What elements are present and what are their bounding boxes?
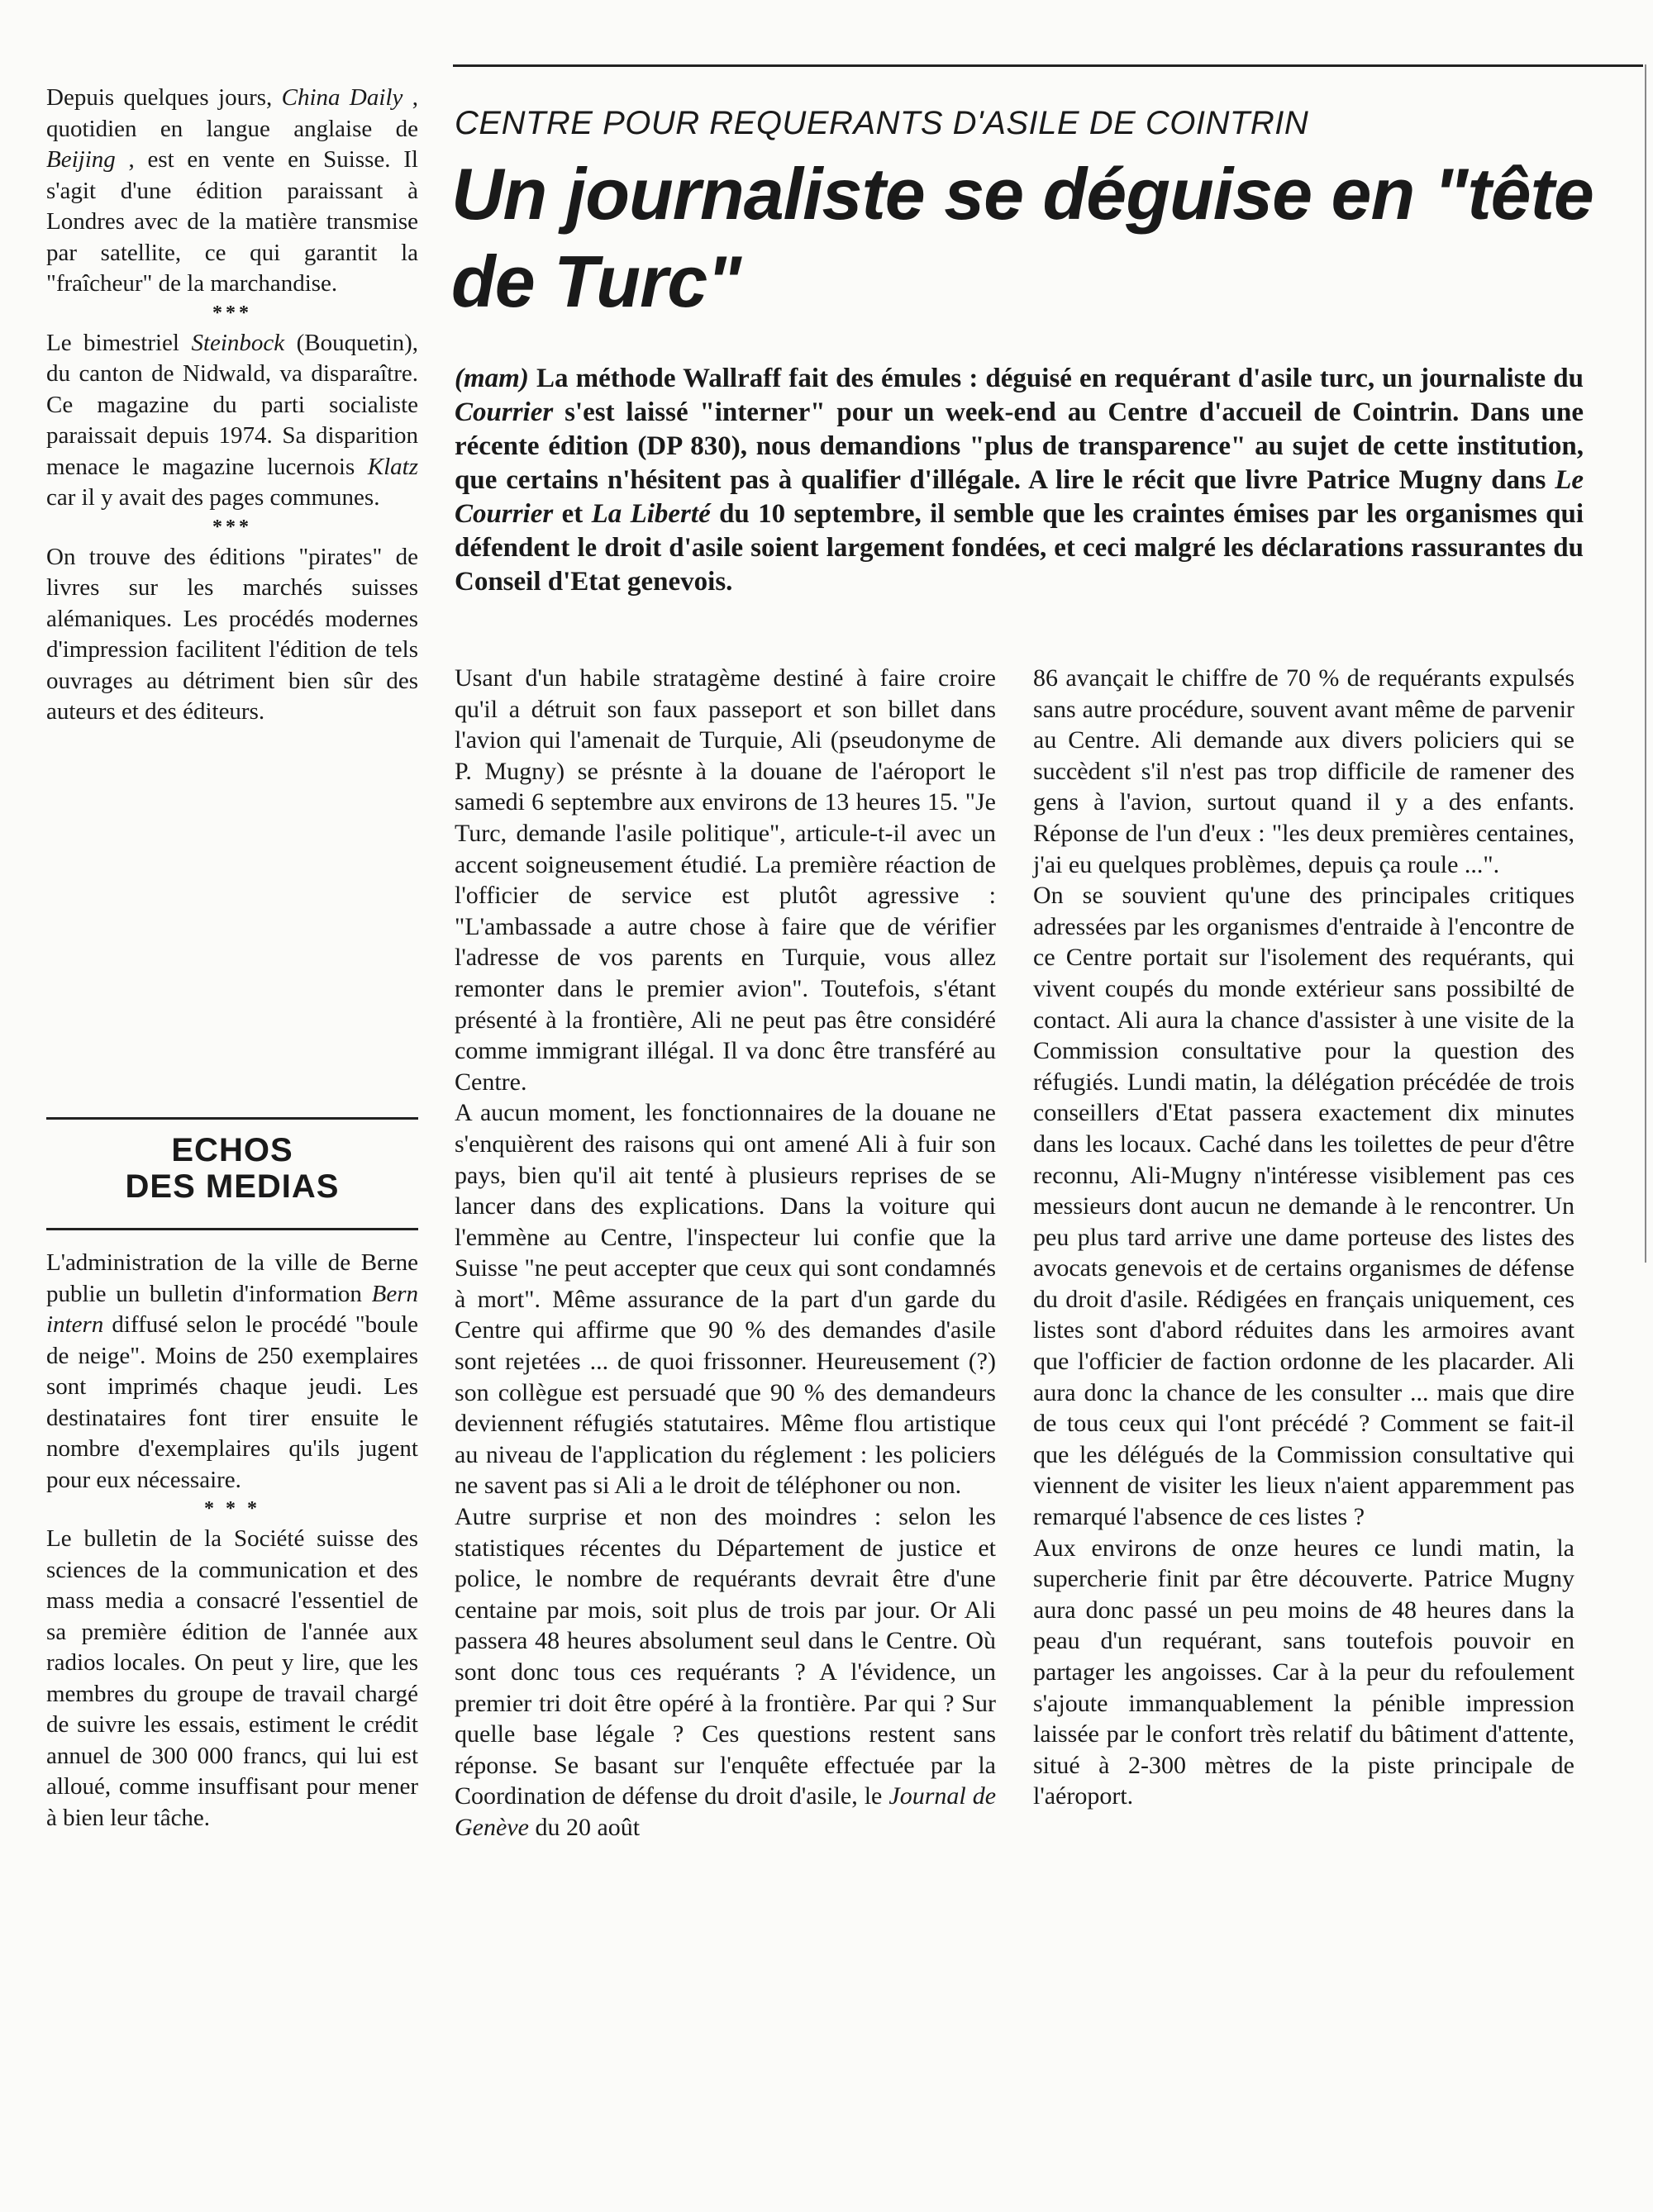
text: et — [561, 499, 584, 529]
article-paragraph — [455, 1501, 996, 1843]
sidebar-paragraph: Le bulletin de la Société suisse des sciences de la communication et des mass media a consacré l'essentiel de sa première édition de l'année aux radios locales. On peut y lire, que les membres du groupe de travail chargé de suivre les essais, estiment le crédit annuel de 300 000 francs, qui lui est alloué, comme insuffisant pour mener à bien leur tâche. — [46, 1525, 418, 1831]
place-name: Beijing — [46, 146, 116, 173]
page-edge-rule — [1645, 64, 1646, 1263]
sidebar-paragraph — [46, 83, 418, 300]
text: Autre surprise et non des moindres : selon les statistiques récentes du Département de justice et police, le nombre de requérants devrait être d'une centaine par mois, soit plus de trois par jour. Or Ali passera 48 heures absolument seul dans le Centre. Où sont donc tous ces requérants ? A l'évidence, un premier tri doit être opéré à la frontière. Par qui ? Sur quelle base légale ? Ces questions restent sans réponse. Se basant sur l'enquête effectuée par la Coordination de défense du droit d'asile, le — [455, 1503, 996, 1810]
article-paragraph: Aux environs de onze heures ce lundi matin, la supercherie finit par être découverte. Patrice Mugny aura donc passé un peu moins de 48 heures dans la peau d'un requérant, sans toutefois pouvoir en partager les angoisses. Car à la peur du refoulement s'ajoute immanquablement la pénible impression laissée par le confort très relatif du bâtiment d'attente, situé à 2-300 mètres de la piste principale de l'aéroport. — [1033, 1534, 1574, 1810]
separator: * * * — [204, 1498, 260, 1520]
section-rule-top — [46, 1117, 418, 1120]
publication-name: China Daily — [281, 84, 403, 111]
sidebar-paragraph: On trouve des éditions "pirates" de livres sur les marchés suisses alémaniques. Les procédés modernes d'impression facilitent l'édition de tels ouvrages au détriment bien sûr des auteurs et des éditeurs. — [46, 543, 418, 725]
text: , est en vente en Suisse. Il s'agit d'une édition paraissant à Londres avec de la matière transmise par satellite, ce qui garantit la "fraîcheur" de la marchandise. — [46, 146, 418, 297]
article-kicker: CENTRE POUR REQUERANTS D'ASILE DE COINTRIN — [455, 105, 1309, 141]
section-title-line: ECHOS — [171, 1132, 293, 1168]
text: , quotidien en langue anglaise de — [46, 84, 419, 142]
sidebar-top — [46, 83, 418, 728]
article-paragraph: On se souvient qu'une des principales critiques adressées par les organismes d'entraide à l'encontre de ce Centre portait sur l'isolement des requérants, qui vivent coupés du monde extérieur sans possibilté de contact. Ali aura la chance d'assister à une visite de la Commission consultative pour la question des réfugiés. Lundi matin, la délégation précédée de trois conseillers d'Etat passera exactement dix minutes dans les locaux. Caché dans les toilettes de peur d'être reconnu, Ali-Mugny n'intéresse visiblement pas ces messieurs dont aucun ne demande à le rencontrer. Un peu plus tard arrive une dame porteuse des listes des avocats genevois et de certains organismes de défense du droit d'asile. Rédigées en français uniquement, ces listes sont d'abord réduites dans les armoires avant que l'officier de faction ordonne de les placarder. Ali aura donc la chance de les consulter ... mais que dire de tous ceux qui l'ont précédé ? Comment se fait-il que les délégués de la Commission consultative qui viennent de visiter les lieux n'aient apparemment pas remarqué l'absence de ces listes ? — [1033, 882, 1574, 1531]
publication-name: Klatz — [367, 453, 418, 480]
publication-name: Le Courrier — [455, 465, 1584, 529]
section-title — [46, 1132, 418, 1205]
article-top-rule — [453, 64, 1643, 67]
article-column-2 — [1033, 663, 1574, 1812]
text: diffusé selon le procédé "boule de neige". Moins de 250 exemplaires sont imprimés chaque jeudi. Les destinataires font tirer ensuite le nombre d'exemplaires qu'ils jugent pour eux nécessaire. — [46, 1311, 419, 1493]
publication-name: La Liberté — [591, 499, 711, 529]
text: (Bouquetin), du canton de Nidwald, va disparaître. Ce magazine du parti socialiste paraissait depuis 1974. Sa disparition menace le magazine lucernois — [46, 329, 419, 480]
article-paragraph: Usant d'un habile stratagème destiné à faire croire qu'il a détruit son faux passeport et son billet dans l'avion qui l'amenait de Turquie, Ali (pseudonyme de P. Mugny) se présnte à la douane de l'aéroport le samedi 6 septembre aux environs de 13 heures 15. "Je Turc, demande l'asile politique", articule-t-il avec un accent soigneusement étudié. La première réaction de l'officier de service est plutôt agressive : "L'ambassade a autre chose à faire que de vérifier l'adresse de vos parents en Turquie, vous allez remonter dans le premier avion". Toutefois, s'étant présenté à la frontière, Ali ne peut pas être considéré comme immigrant illégal. Il va donc être transféré au Centre. — [455, 664, 996, 1096]
text: Depuis quelques jours, — [46, 84, 273, 111]
article-paragraph: A aucun moment, les fonctionnaires de la douane ne s'enquièrent des raisons qui ont amené Ali à fuir son pays, bien qu'il ait tenté à plusieurs reprises de se lancer dans des explications. Dans la voiture qui l'emmène au Centre, l'inspecteur lui confie que la Suisse "ne peut accepter que ceux qui sont condamnés à mort". Même assurance de la part d'un garde du Centre qui affirme que 90 % des demandes d'asile sont rejetées ... de quoi frissonner. Heureusement (?) son collègue est persuadé que 90 % des demandeurs deviennent réfugiés statutaires. Même flou artistique au niveau de l'application du réglement : les policiers ne savent pas si Ali a le droit de téléphoner ou non. — [455, 1099, 996, 1500]
publication-name: Courrier — [455, 397, 554, 427]
article-paragraph: 86 avançait le chiffre de 70 % de requérants expulsés sans autre procédure, souvent avant même de parvenir au Centre. Ali demande aux divers policiers qui se succèdent s'il n'est pas trop difficile de ramener des gens à l'avion, surtout quand il y a des enfants. Réponse de l'un d'eux : "les deux premières centaines, j'ai eu quelques problèmes, depuis ça roule ...". — [1033, 664, 1574, 878]
sidebar-bottom — [46, 1248, 418, 1834]
separator: *** — [212, 516, 252, 538]
sidebar-paragraph — [46, 1248, 418, 1496]
article-lead — [455, 362, 1584, 599]
publication-name: Steinbock — [191, 329, 285, 356]
publication-name: Bern intern — [46, 1280, 419, 1338]
text: La méthode Wallraff fait des émules : déguisé en requérant d'asile turc, un journaliste du — [536, 364, 1584, 393]
section-title-line: DES MEDIAS — [125, 1168, 340, 1205]
text: car il y avait des pages communes. — [46, 484, 380, 511]
article-headline: Un journaliste se déguise en "tête de Turc" — [451, 153, 1593, 322]
text: s'est laissé "interner" pour un week-end au Centre d'accueil de Cointrin. Dans une récente édition (DP 830), nous demandions "plus de transparence" au sujet de cette institution, que certains n'hésitent pas à qualifier d'illégale. A lire le récit que livre Patrice Mugny dans — [455, 397, 1584, 495]
publication-name: Journal de Genève — [455, 1782, 997, 1841]
text: Le bimestriel — [46, 329, 179, 356]
byline: (mam) — [455, 364, 529, 393]
text: L'administration de la ville de Berne publie un bulletin d'information — [46, 1249, 418, 1307]
sidebar-paragraph — [46, 328, 418, 514]
text: du 10 septembre, il semble que les craintes émises par les organismes qui défendent le droit d'asile soient largement fondées, et ceci malgré les déclarations rassurantes du Conseil d'Etat genevois. — [455, 499, 1584, 597]
text: du 20 août — [535, 1813, 641, 1841]
article-column-1 — [455, 663, 996, 1843]
section-rule-bottom — [46, 1228, 418, 1230]
separator: *** — [212, 302, 252, 324]
